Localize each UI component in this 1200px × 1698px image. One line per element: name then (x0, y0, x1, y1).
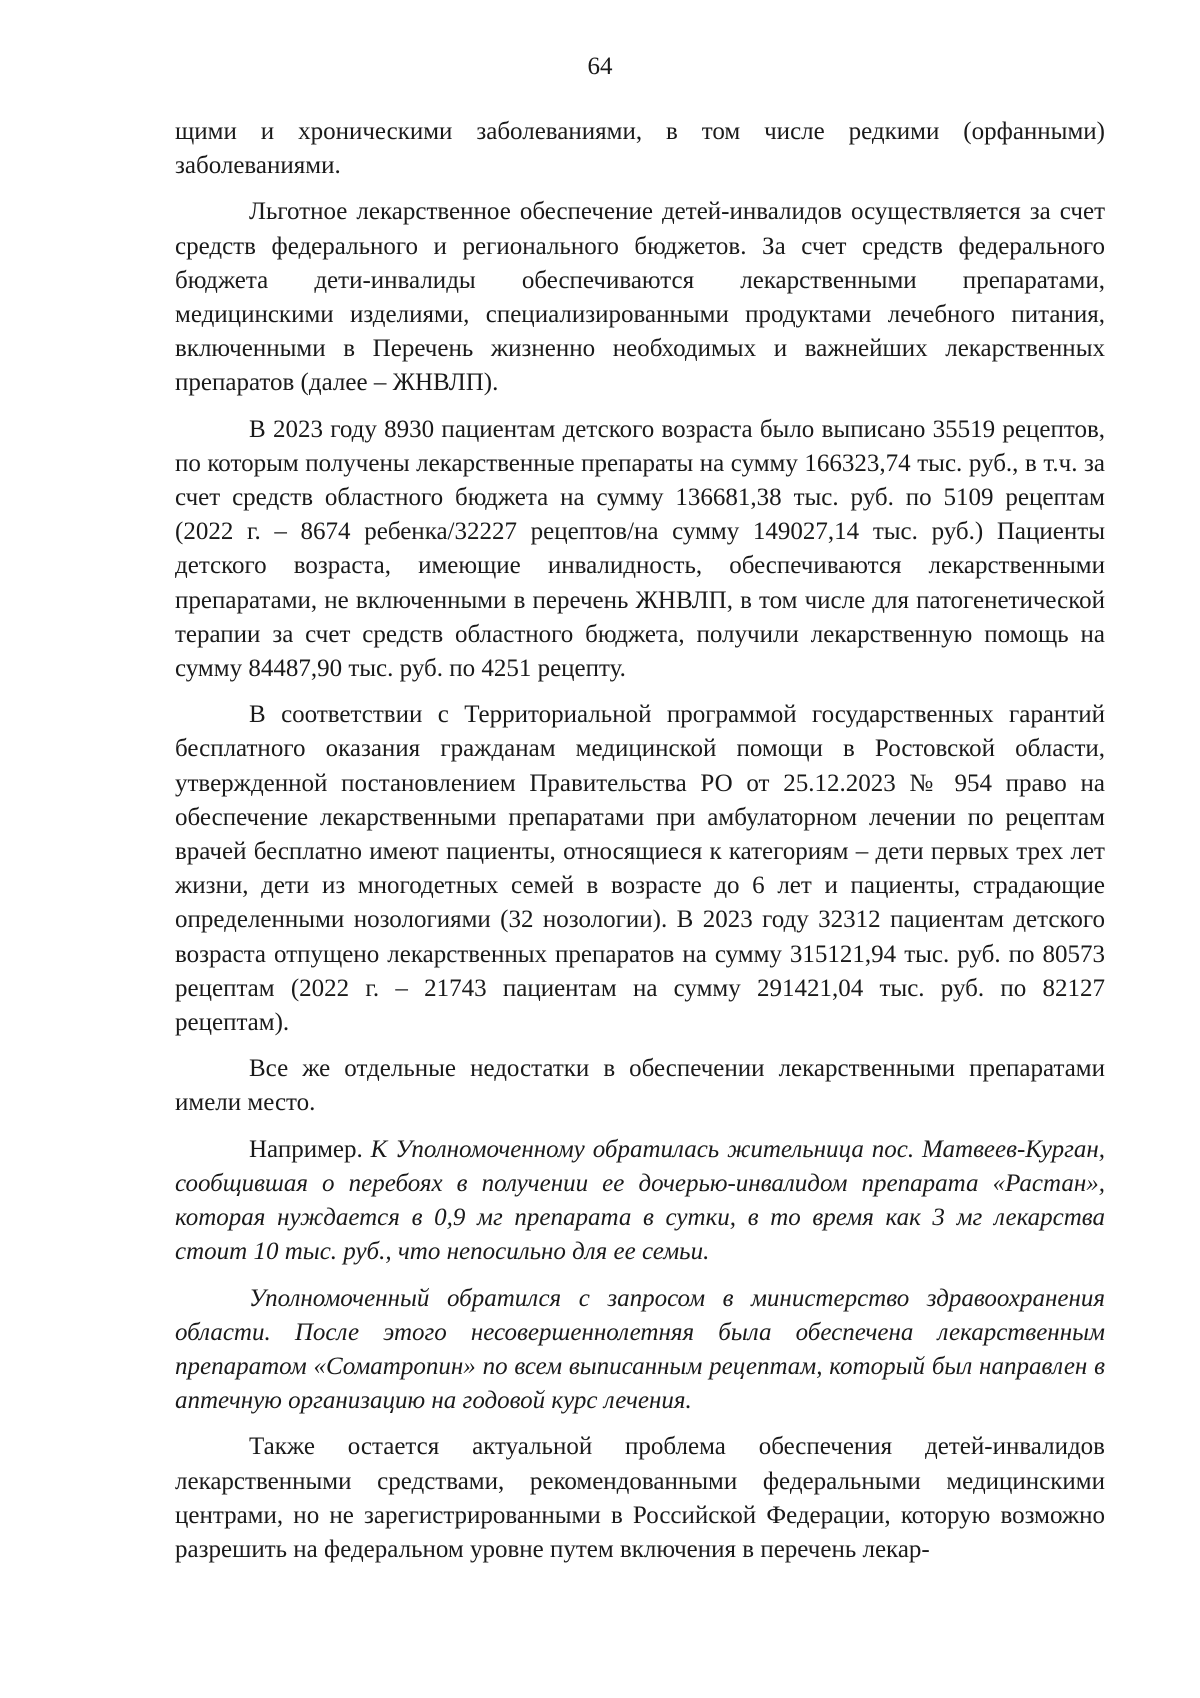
page-number: 64 (587, 53, 613, 80)
paragraph-continuation: щими и хроническими заболеваниями, в том числе редкими (орфанными) заболеваниями. (175, 118, 1105, 180)
paragraph-territorial-program: В соответствии с Территориальной программой государственных гарантий бесплатного оказания гражданам медицинской помощи в Ростовской области, утвержденной постановлением Правительства РО от 25.12.2023 № 954 право на обеспечение лекарственными препаратами при амбулаторном лечении по рецептам врачей бесплатно имеют пациенты, относящиеся к категориям – дети первых трех лет жизни, дети из многодетных семей в возрасте до 6 лет и пациенты, страдающие определенными нозологиями (32 нозологии). В 2023 году 32312 пациентам детского возраста отпущено лекарственных препаратов на сумму 315121,94 тыс. руб. по 80573 рецептам (2022 г. – 21743 пациентам на сумму 291421,04 тыс. руб. по 82127 рецептам). (175, 701, 1105, 1037)
paragraph-ombudsman-action: Уполномоченный обратился с запросом в министерство здравоохранения области. После этого несовершеннолетняя была обеспечена лекарственным препаратом «Соматропин» по всем выписанным рецептам, который был направлен в аптечную организацию на годовой курс лечения. (175, 1284, 1105, 1415)
paragraph-shortcomings: Все же отдельные недостатки в обеспечении лекарственными препаратами имели место. (175, 1055, 1105, 1117)
paragraph-2023-statistics: В 2023 году 8930 пациентам детского возраста было выписано 35519 рецептов, по которым получены лекарственные препараты на сумму 166323,74 тыс. руб., в т.ч. за счет средств областного бюджета на сумму 136681,38 тыс. руб. по 5109 рецептам (2022 г. – 8674 ребенка/32227 рецептов/на сумму 149027,14 тыс. руб.) Пациенты детского возраста, имеющие инвалидность, обеспечиваются лекарственными препаратами, не включенными в перечень ЖНВЛП, в том числе для патогенетической терапии за счет средств областного бюджета, получили лекарственную помощь на сумму 84487,90 тыс. руб. по 4251 рецепту. (175, 415, 1105, 683)
paragraph-preferential-supply: Льготное лекарственное обеспечение детей-инвалидов осуществляется за счет средств федерального и регионального бюджетов. За счет средств федерального бюджета дети-инвалиды обеспечиваются лекарственными препаратами, медицинскими изделиями, специализированными продуктами лечебного питания, включенными в Перечень жизненно необходимых и важнейших лекарственных препаратов (далее – ЖНВЛП). (175, 198, 1105, 397)
example-case-text: К Уполномоченному обратилась жительница пос. Матвеев-Курган, сообщившая о перебоях в получении ее дочерью-инвалидом препарата «Растан», которая нуждается в 0,9 мг препарата в сутки, в то время как 3 мг лекарства стоит 10 тыс. руб., что непосильно для ее семьи. (175, 1135, 1105, 1266)
document-body (175, 115, 1105, 1579)
paragraph-example-case (175, 1133, 1105, 1270)
paragraph-unregistered-drugs: Также остается актуальной проблема обеспечения детей-инвалидов лекарственными средствами, рекомендованными федеральными медицинскими центрами, но не зарегистрированными в Российской Федерации, которую возможно разрешить на федеральном уровне путем включения в перечень лекар- (175, 1433, 1105, 1563)
example-lead: Например. (249, 1135, 363, 1163)
